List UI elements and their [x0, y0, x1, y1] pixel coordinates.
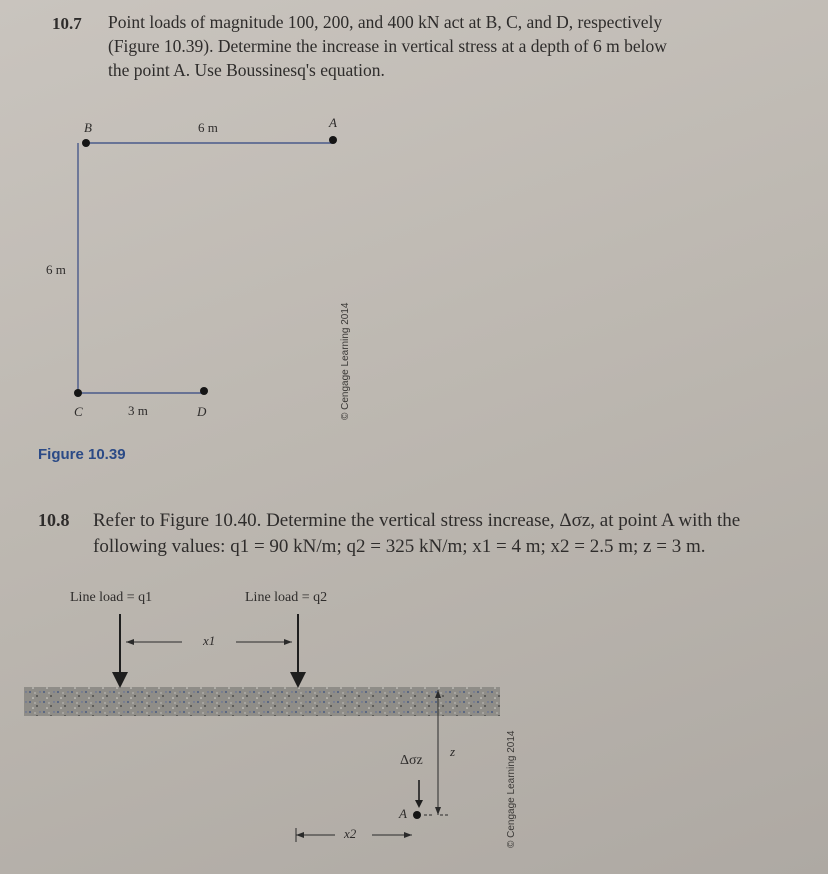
dim-bottom-3m: 3 m: [128, 403, 148, 418]
delta-sigma-label: Δσz: [400, 753, 423, 768]
copyright-figure-10-39: © Cengage Learning 2014: [340, 302, 351, 420]
soil-strip: [24, 687, 500, 716]
z-label: z: [450, 744, 456, 759]
problem-10-7-line-2: (Figure 10.39). Determine the increase in vertical stress at a depth of 6 m below: [108, 36, 667, 56]
point-a-fig-10-40: [413, 811, 421, 819]
label-a: A: [329, 115, 337, 130]
problem-10-8-line-2: following values: q1 = 90 kN/m; q2 = 325 kN/m; x1 = 4 m; x2 = 2.5 m; z = 3 m.: [93, 536, 706, 557]
line-load-1-label: Line load = q1: [70, 590, 153, 605]
line-load-2-label: Line load = q2: [245, 590, 328, 605]
problem-10-8-line-1: Refer to Figure 10.40. Determine the vertical stress increase, Δσz, at point A with the: [93, 510, 741, 531]
problem-10-7-line-3: the point A. Use Boussinesq's equation.: [108, 60, 385, 80]
point-a-label-fig-10-40: A: [399, 806, 407, 821]
problem-number-10-8: 10.8: [38, 510, 70, 530]
label-d: D: [197, 404, 207, 419]
label-b: B: [84, 120, 92, 135]
figure-caption-10-39: Figure 10.39: [38, 446, 126, 463]
dim-top-6m: 6 m: [198, 120, 218, 135]
x2-label: x2: [344, 826, 357, 841]
dim-left-6m: 6 m: [46, 262, 66, 277]
problem-10-7-line-1: Point loads of magnitude 100, 200, and 400 kN act at B, C, and D, respectively: [108, 12, 663, 32]
label-c: C: [74, 404, 83, 419]
x1-label: x1: [203, 633, 216, 648]
copyright-figure-10-40: © Cengage Learning 2014: [506, 730, 517, 848]
problem-number-10-7: 10.7: [52, 14, 82, 33]
